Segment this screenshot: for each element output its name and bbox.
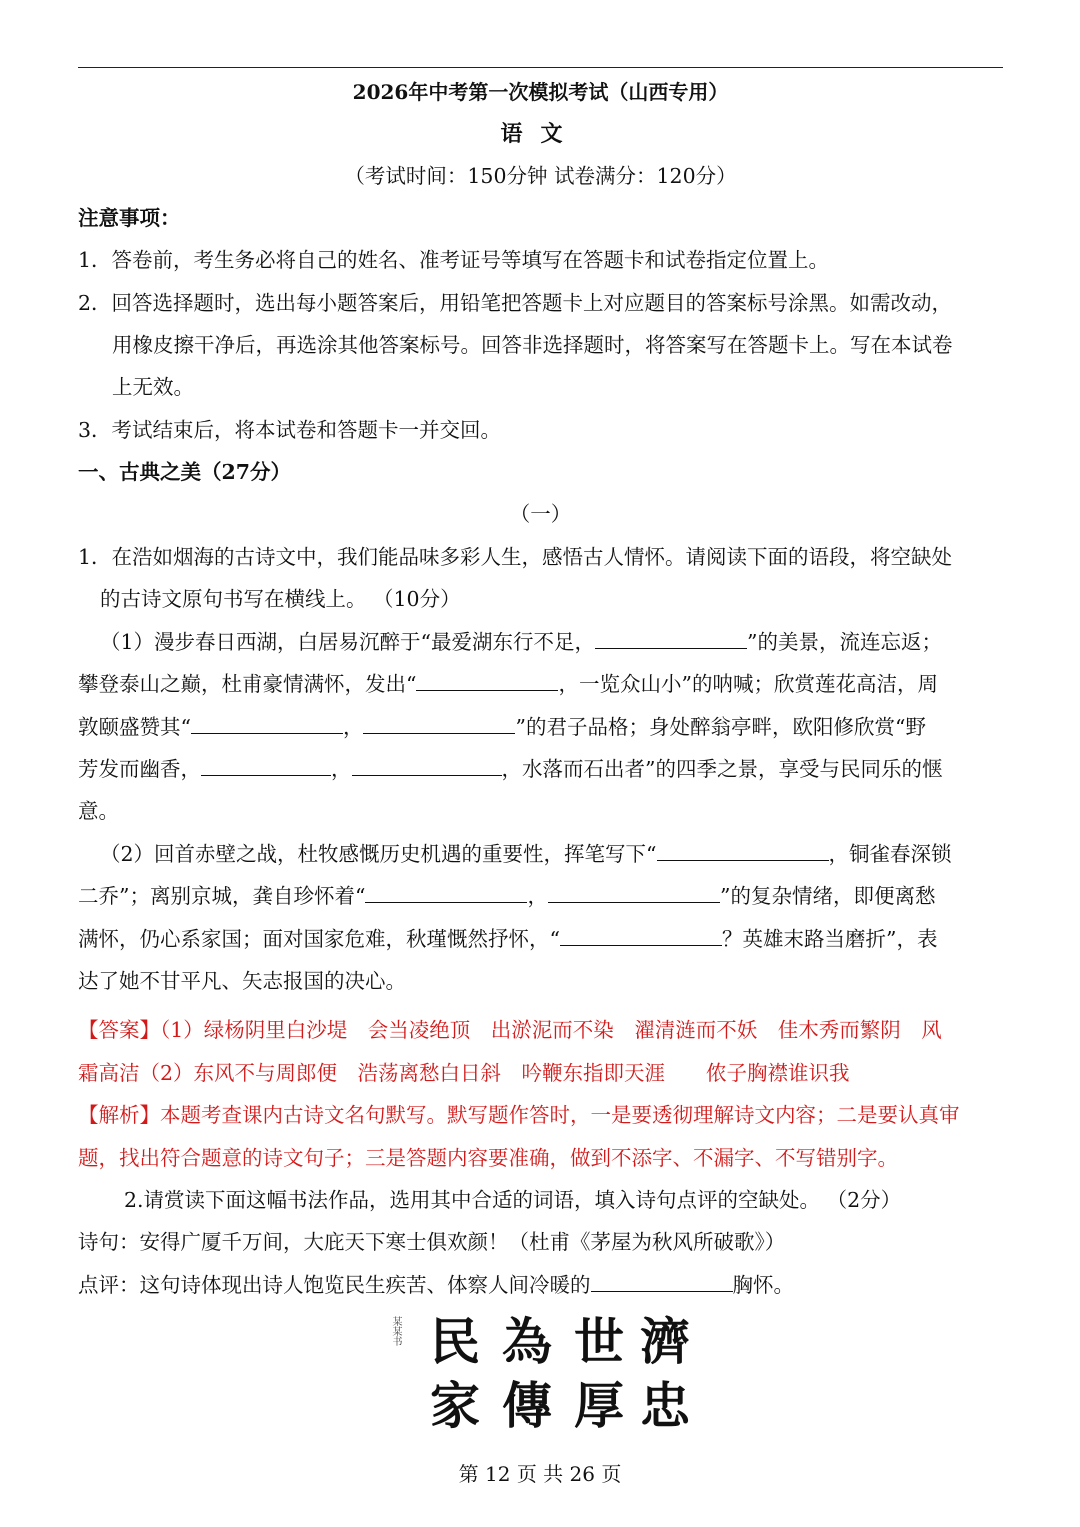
text-segment: ，一览众山小”的呐喊；欣赏莲花高洁，周 (558, 672, 938, 696)
calligraphy-char: 濟 (640, 1312, 690, 1371)
header-rule (78, 67, 1003, 68)
q2-comment (78, 1271, 1003, 1299)
note-2-line-3: 上无效。 (112, 375, 194, 399)
analysis-line-1 (78, 1101, 1003, 1129)
q1-part2-line-1 (100, 840, 1025, 868)
analysis-text: 本题考查课内古诗文名句默写。默写题作答时，一是要透彻理解诗文内容；二是要认真审 (160, 1103, 960, 1127)
text-segment: 二乔”；离别京城，龚自珍怀着“ (78, 884, 366, 908)
calligraphy-artwork (390, 1312, 720, 1442)
q1-part1-line-1 (100, 628, 1025, 656)
text-segment: 攀登泰山之巅，杜甫豪情满怀，发出“ (78, 672, 417, 696)
answer-blank[interactable] (365, 882, 527, 903)
calligraphy-char: 傳 (502, 1376, 552, 1435)
text-segment: （2）回首赤壁之战，杜牧感慨历史机遇的重要性，挥笔写下“ (100, 842, 657, 866)
note-3: 3．考试结束后，将本试卷和答题卡一并交回。 (78, 418, 502, 442)
calligraphy-char: 家 (430, 1376, 480, 1435)
calligraphy-signature: 某某书 (390, 1316, 401, 1346)
answer-text: （1）绿杨阴里白沙堤 会当凌绝顶 出淤泥而不染 濯清涟而不妖 佳木秀而繁阴 风 (160, 1018, 942, 1042)
answer-blank[interactable] (201, 755, 331, 776)
q1-part2-line-4: 达了她不甘平凡、矢志报国的决心。 (78, 969, 406, 993)
q1-stem-line-2: 的古诗文原句书写在横线上。 （10分） (100, 587, 461, 611)
q1-part1-line-3 (78, 713, 1003, 741)
q1-part2-line-2 (78, 882, 1003, 910)
calligraphy-char: 世 (574, 1312, 624, 1371)
answer-blank[interactable] (548, 882, 720, 903)
calligraphy-char: 為 (502, 1312, 552, 1371)
exam-info: （考试时间：150分钟 试卷满分：120分） (344, 164, 737, 188)
answer-blank[interactable] (416, 670, 558, 691)
q1-part2-line-3 (78, 925, 1003, 953)
answer-blank[interactable] (352, 755, 502, 776)
q1-stem-line-1: 1．在浩如烟海的古诗文中，我们能品味多彩人生，感悟古人情怀。请阅读下面的语段，将空缺处 (78, 545, 953, 569)
calligraphy-char: 民 (430, 1312, 480, 1371)
section-heading: 一、古典之美（27分） (78, 460, 292, 484)
analysis-label: 【解析】 (78, 1103, 160, 1127)
calligraphy-char: 忠 (640, 1376, 690, 1435)
text-segment: ， (331, 757, 352, 781)
text-segment: ”的美景，流连忘返； (747, 630, 943, 654)
analysis-line-2: 题，找出符合题意的诗文句子；三是答题内容要准确，做到不添字、不漏字、不写错别字。 (78, 1146, 898, 1170)
q2-stem: 2.请赏读下面这幅书法作品，选用其中合适的词语，填入诗句点评的空缺处。 （2分） (124, 1188, 902, 1212)
text-segment: ？英雄末路当磨折”，表 (721, 927, 938, 951)
page-number: 第 12 页 共 26 页 (458, 1462, 622, 1486)
text-segment: ， (527, 884, 548, 908)
calligraphy-char: 厚 (574, 1376, 624, 1435)
q1-part1-line-5: 意。 (78, 799, 119, 823)
answer-label: 【答案】 (78, 1018, 160, 1042)
answer-blank[interactable] (595, 628, 747, 649)
text-segment: ， (342, 715, 364, 739)
q1-part1-line-4 (78, 755, 1003, 783)
answer-blank[interactable] (363, 713, 515, 734)
text-segment: 满怀，仍心系家国；面对国家危难，秋瑾慨然抒怀，“ (78, 927, 560, 951)
answer-blank[interactable] (591, 1271, 733, 1292)
part-heading: （一） (509, 502, 572, 526)
answer-blank[interactable] (560, 925, 722, 946)
text-segment: ”的复杂情绪，即便离愁 (719, 884, 936, 908)
text-segment: 敦颐盛赞其“ (78, 715, 191, 739)
exam-title: 2026年中考第一次模拟考试（山西专用） (352, 80, 729, 104)
text-segment: ，铜雀春深锁 (828, 842, 952, 866)
q1-part1-line-2 (78, 670, 1003, 698)
text-segment: 胸怀。 (732, 1273, 794, 1297)
note-1: 1．答卷前，考生务必将自己的姓名、准考证号等填写在答题卡和试卷指定位置上。 (78, 248, 830, 272)
text-segment: ”的君子品格；身处醉翁亭畔，欧阳修欣赏“野 (515, 715, 926, 739)
answer-line-2: 霜高洁（2）东风不与周郎便 浩荡离愁白日斜 吟鞭东指即天涯 侬子胸襟谁识我 (78, 1061, 850, 1085)
answer-blank[interactable] (657, 840, 829, 861)
note-2-line-2: 用橡皮擦干净后，再选涂其他答案标号。回答非选择题时，将答案写在答题卡上。写在本试卷 (112, 333, 953, 357)
q2-poem: 诗句：安得广厦千万间，大庇天下寒士俱欢颜！（杜甫《茅屋为秋风所破歌》） (78, 1230, 786, 1254)
notes-heading: 注意事项： (78, 206, 181, 230)
answer-line-1 (78, 1016, 1003, 1044)
text-segment: 芳发而幽香， (78, 757, 201, 781)
subject-title: 语文 (500, 121, 581, 147)
note-2-line-1: 2．回答选择题时，选出每小题答案后，用铅笔把答题卡上对应题目的答案标号涂黑。如需改动， (78, 291, 953, 315)
text-segment: 点评：这句诗体现出诗人饱览民生疾苦、体察人间冷暖的 (78, 1273, 591, 1297)
text-segment: ，水落而石出者”的四季之景，享受与民同乐的惬 (501, 757, 943, 781)
text-segment: （1）漫步春日西湖，白居易沉醉于“最爱湖东行不足， (100, 630, 596, 654)
answer-blank[interactable] (191, 713, 343, 734)
